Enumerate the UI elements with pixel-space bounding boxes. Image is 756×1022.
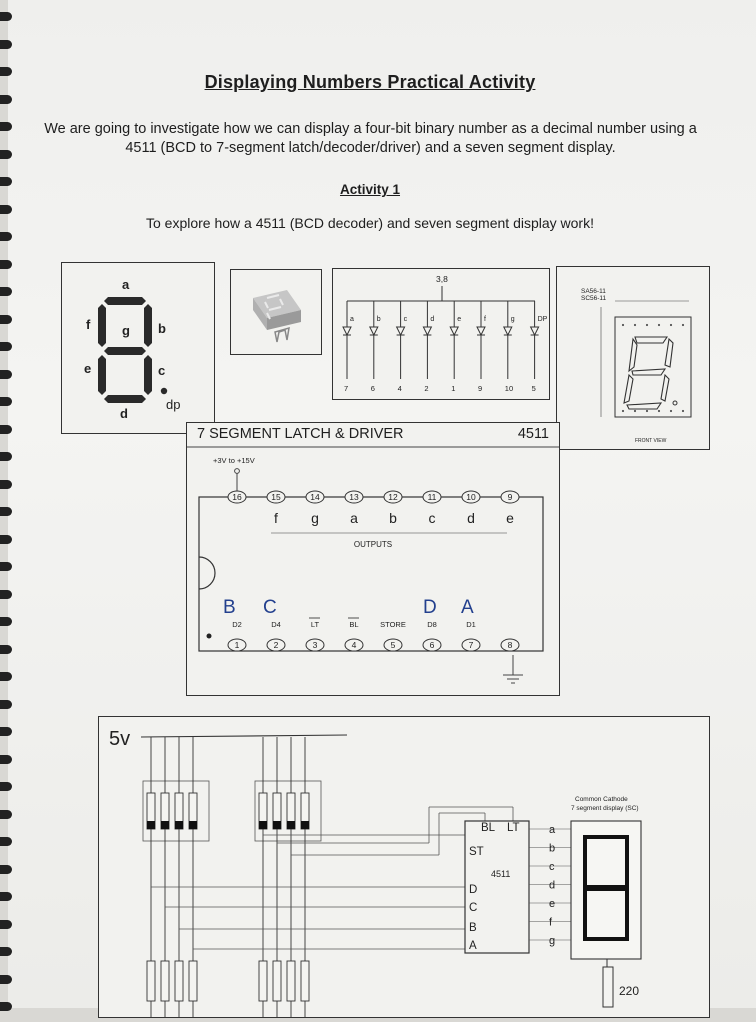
- switch-knob: [287, 821, 295, 829]
- diode-icon: [450, 327, 458, 335]
- label-e: e: [84, 361, 92, 376]
- segment-a-shape: [104, 297, 146, 305]
- binding-ring-icon: [0, 672, 12, 681]
- ic-output-label: g: [549, 935, 556, 947]
- schematic-pin-number: 9: [478, 384, 483, 393]
- explore-text: To explore how a 4511 (BCD decoder) and seven segment display work!: [146, 215, 594, 231]
- segment-g-shape: [104, 347, 146, 355]
- binding-ring-icon: [0, 920, 12, 929]
- segment-b-shape: [144, 304, 152, 347]
- schematic-pin-number: 10: [504, 384, 514, 393]
- switch-knob: [259, 821, 267, 829]
- top-pin-label: f: [274, 510, 278, 526]
- bottom-pin-number: 6: [429, 640, 435, 650]
- decimal-point-dot: [161, 388, 167, 394]
- ic-left-pin-label: B: [469, 922, 477, 934]
- handwritten-A: A: [461, 597, 474, 618]
- top-pin-number: 9: [507, 492, 513, 502]
- binding-ring-icon: [0, 975, 12, 984]
- ic-output-label: b: [549, 842, 556, 855]
- handwritten-D: D: [423, 597, 437, 618]
- schematic-pin-number: 2: [424, 384, 429, 393]
- schematic-segment-label: e: [457, 316, 462, 323]
- binding-ring-icon: [0, 590, 12, 599]
- binding-ring-icon: [0, 205, 12, 214]
- pulldown-resistor: [175, 961, 183, 1001]
- diode-icon: [477, 327, 485, 335]
- switch-knob: [147, 821, 155, 829]
- diode-icon: [423, 327, 431, 335]
- bottom-pin-number: 8: [507, 640, 513, 650]
- binding-ring-icon: [0, 755, 12, 764]
- bottom-pin-number: 1: [234, 640, 240, 650]
- binding-ring-icon: [0, 562, 12, 571]
- top-pin-label: a: [350, 510, 358, 526]
- ic-output-label: a: [549, 824, 556, 836]
- ic-output-label: e: [549, 898, 556, 910]
- ic-body: [199, 497, 543, 651]
- ic-notch: [199, 557, 215, 589]
- ic-output-label: c: [549, 861, 555, 873]
- ic-output-label: d: [549, 879, 556, 892]
- binding-ring-icon: [0, 837, 12, 846]
- binding-ring-icon: [0, 617, 12, 626]
- binding-ring-icon: [0, 40, 12, 49]
- bottom-pin-label: BL: [349, 620, 359, 629]
- switch-knob: [175, 821, 183, 829]
- label-dp: dp: [166, 397, 181, 412]
- label-a: a: [122, 277, 130, 292]
- bottom-pin-label: LT: [310, 620, 320, 629]
- diode-icon: [343, 327, 351, 335]
- label-c: c: [158, 363, 166, 378]
- ic-left-pin-label: A: [469, 940, 477, 952]
- pulldown-resistor: [147, 961, 155, 1001]
- schematic-pin-number: 4: [397, 384, 402, 393]
- binding-ring-icon: [0, 232, 12, 241]
- diode-icon: [504, 327, 512, 335]
- ic-pin-LT: LT: [507, 822, 520, 834]
- diode-icon: [397, 327, 405, 335]
- binding-ring-icon: [0, 452, 12, 461]
- outputs-label: OUTPUTS: [353, 540, 393, 549]
- binding-ring-icon: [0, 892, 12, 901]
- spiral-binding: [0, 0, 14, 1008]
- ic-left-pin-label: C: [469, 902, 478, 914]
- binding-ring-icon: [0, 260, 12, 269]
- binding-ring-icon: [0, 645, 12, 654]
- bottom-pin-label: D1: [466, 620, 476, 629]
- binding-ring-icon: [0, 782, 12, 791]
- top-pin-number: 13: [349, 492, 359, 502]
- datasheet-digit-outline: [624, 337, 673, 409]
- binding-ring-icon: [0, 535, 12, 544]
- resistor-220: [603, 967, 613, 1007]
- binding-ring-icon: [0, 865, 12, 874]
- segment-f-shape: [98, 304, 106, 347]
- supply-5v-label: 5v: [109, 728, 131, 750]
- segment-d-shape: [104, 395, 146, 403]
- top-pin-label: c: [428, 510, 436, 526]
- pulldown-resistor: [301, 961, 309, 1001]
- top-pin-number: 11: [427, 492, 437, 502]
- binding-ring-icon: [0, 315, 12, 324]
- datasheet-drawing: [556, 266, 710, 450]
- binding-ring-icon: [0, 397, 12, 406]
- bottom-pin-number: 3: [312, 640, 318, 650]
- bottom-pin-number: 5: [390, 640, 396, 650]
- binding-ring-icon: [0, 480, 12, 489]
- bottom-pin-number: 2: [273, 640, 279, 650]
- top-pin-label: g: [311, 510, 319, 526]
- chip-4511-pinout: [186, 422, 560, 696]
- top-pin-label: b: [389, 510, 397, 526]
- display-caption-1: Common Cathode: [575, 796, 628, 803]
- top-pin-number: 15: [271, 492, 281, 502]
- binding-ring-icon: [0, 370, 12, 379]
- switch-knob: [189, 821, 197, 829]
- binding-ring-icon: [0, 12, 12, 21]
- schematic-pin-number: 7: [344, 384, 349, 393]
- top-pin-number: 10: [466, 492, 476, 502]
- part-number-2: SC56-11: [581, 295, 607, 302]
- top-pin-number: 16: [232, 492, 242, 502]
- schematic-pin-number: 5: [531, 384, 536, 393]
- binding-ring-icon: [0, 287, 12, 296]
- schematic-segment-label: c: [403, 316, 408, 323]
- diode-icon: [531, 327, 539, 335]
- bottom-pin-number: 7: [468, 640, 474, 650]
- activity-heading: Activity 1: [339, 182, 401, 197]
- schematic-segment-label: b: [376, 316, 381, 323]
- handwritten-C: C: [263, 597, 277, 618]
- binding-ring-icon: [0, 810, 12, 819]
- segment-c-shape: [144, 355, 152, 395]
- binding-ring-icon: [0, 700, 12, 709]
- display-photo: [230, 269, 322, 355]
- display-caption-2: 7 segment display (SC): [571, 805, 639, 812]
- label-g: g: [122, 323, 130, 338]
- diode-icon: [370, 327, 378, 335]
- schematic-pin-number: 6: [370, 384, 375, 393]
- schematic-segment-label: d: [430, 316, 435, 323]
- bottom-pin-label: D8: [427, 620, 437, 629]
- binding-ring-icon: [0, 425, 12, 434]
- binding-ring-icon: [0, 150, 12, 159]
- schematic-segment-label: DP: [537, 316, 548, 323]
- pulldown-resistor: [161, 961, 169, 1001]
- pulldown-resistor: [189, 961, 197, 1001]
- circuit-diagram: [98, 716, 710, 1018]
- schematic-pin-number: 1: [451, 384, 456, 393]
- ic-part-label: 4511: [491, 869, 511, 879]
- part-number-1: SA56-11: [581, 288, 606, 295]
- switch-knob: [301, 821, 309, 829]
- binding-ring-icon: [0, 342, 12, 351]
- resistor-label: 220: [619, 984, 640, 998]
- top-pin-number: 14: [310, 492, 320, 502]
- common-cathode-schematic: [332, 268, 550, 400]
- binding-ring-icon: [0, 1002, 12, 1011]
- common-pin-label: 3,8: [436, 274, 448, 284]
- ic-output-label: f: [549, 916, 553, 929]
- top-pin-number: 12: [388, 492, 398, 502]
- pin1-dot: [207, 634, 212, 639]
- label-f: f: [86, 317, 91, 332]
- pulldown-resistor: [287, 961, 295, 1001]
- label-d: d: [120, 406, 128, 421]
- bottom-pin-label: STORE: [380, 620, 406, 629]
- segment-label-diagram: [61, 262, 215, 434]
- binding-ring-icon: [0, 947, 12, 956]
- binding-ring-icon: [0, 507, 12, 516]
- page-title: Displaying Numbers Practical Activity: [204, 72, 536, 92]
- schematic-segment-label: g: [510, 316, 515, 323]
- chip-part-number: 4511: [517, 426, 549, 442]
- pulldown-resistor: [259, 961, 267, 1001]
- switch-knob: [161, 821, 169, 829]
- intro-paragraph: We are going to investigate how we can display a four-bit binary number as a decimal number using a 4511 (BCD to 7-segment latch/decoder/driver) and a seven segment display.: [44, 121, 697, 156]
- front-view-label: FRONT VIEW: [635, 438, 667, 444]
- top-pin-label: e: [506, 510, 514, 526]
- bottom-pin-label: D4: [271, 620, 281, 629]
- supply-range-label: +3V to +15V: [213, 456, 255, 465]
- label-b: b: [158, 321, 166, 336]
- chip-title: 7 SEGMENT LATCH & DRIVER: [197, 426, 404, 442]
- seven-segment-photo-icon: [231, 270, 321, 354]
- bottom-pin-label: D2: [232, 620, 242, 629]
- binding-ring-icon: [0, 95, 12, 104]
- binding-ring-icon: [0, 727, 12, 736]
- pulldown-resistor: [273, 961, 281, 1001]
- ic-left-pin-label: D: [469, 884, 478, 896]
- top-pin-label: d: [467, 510, 475, 526]
- handwritten-B: B: [223, 597, 236, 618]
- switch-knob: [273, 821, 281, 829]
- ic-left-pin-label: ST: [469, 846, 484, 858]
- schematic-segment-label: a: [350, 316, 354, 323]
- bottom-pin-number: 4: [351, 640, 357, 650]
- schematic-segment-label: f: [484, 316, 486, 323]
- ic-pin-BL: BL: [481, 822, 496, 834]
- binding-ring-icon: [0, 122, 12, 131]
- segment-e-shape: [98, 355, 106, 395]
